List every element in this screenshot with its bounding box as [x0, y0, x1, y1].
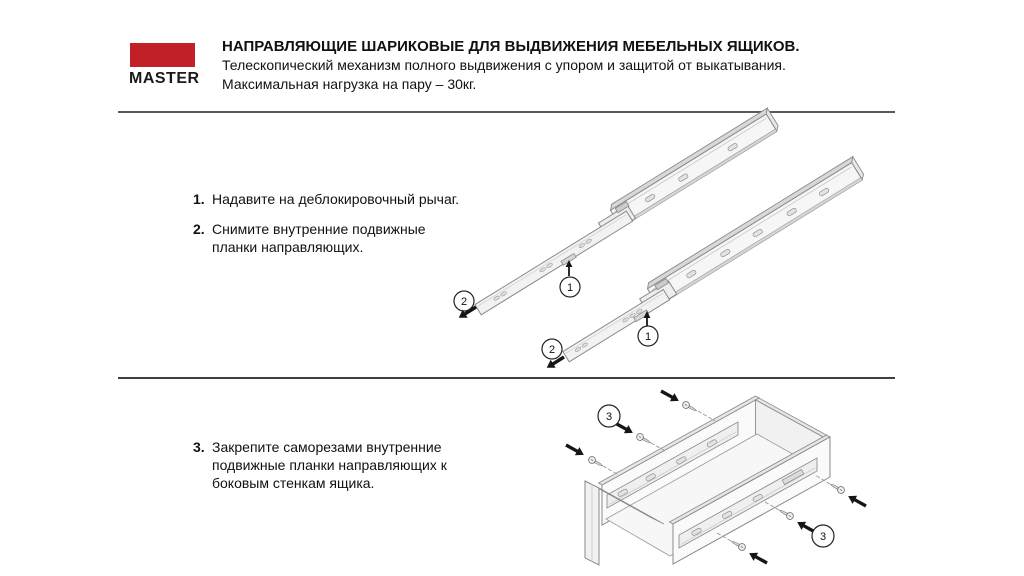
header — [222, 37, 842, 94]
callout-2-slide-a — [454, 291, 478, 322]
screw-icon — [829, 481, 846, 494]
slide-a-highlight — [615, 118, 766, 212]
callout-label: 2 — [548, 344, 556, 356]
screw-icon — [681, 400, 698, 413]
screw-icon — [778, 507, 795, 520]
screw-icon — [635, 432, 652, 445]
callout-3-right — [812, 525, 834, 547]
slide-b — [556, 157, 867, 363]
callout-label: 1 — [644, 331, 652, 343]
screw-icon — [730, 538, 747, 551]
slide-a-top-flange — [608, 108, 769, 210]
fasten-arrow-icon — [846, 492, 868, 510]
slide-a-outer-member — [611, 114, 777, 227]
callout-2-slide-b — [542, 339, 566, 372]
slide-a-inner-member — [475, 211, 633, 315]
slide-a-bottom-flange — [620, 129, 777, 228]
step-1-number: 1. — [193, 191, 205, 207]
slide-b-inner-member — [563, 290, 670, 362]
fasten-arrow-icon — [659, 387, 681, 405]
divider-bottom — [118, 377, 895, 379]
step-3-text: Закрепите саморезами внутренние подвижные планки направляющих к боковым стенкам ящика. — [212, 439, 447, 491]
fasten-arrow-icon — [565, 441, 586, 459]
brand-name: MASTER — [129, 70, 200, 87]
subtitle-line-1: Телескопический механизм полного выдвижения с упором и защитой от выкатывания. — [222, 57, 786, 73]
callout-label: 3 — [819, 531, 827, 543]
callout-3-left — [598, 405, 620, 427]
step-3-number: 3. — [193, 439, 205, 455]
callout-1-slide-a — [560, 260, 580, 297]
step-2-number: 2. — [193, 221, 205, 237]
callout-label: 2 — [460, 296, 468, 308]
callout-label: 3 — [605, 411, 613, 423]
fasten-arrow-icon — [747, 549, 769, 567]
screw-icon — [587, 455, 604, 468]
step-2 — [193, 220, 468, 256]
page-title: НАПРАВЛЯЮЩИЕ ШАРИКОВЫЕ ДЛЯ ВЫДВИЖЕНИЯ МЕБЕЛЬНЫХ ЯЩИКОВ. — [222, 38, 800, 55]
slides-diagram — [445, 100, 905, 375]
step-1-text: Надавите на деблокировочный рычаг. — [212, 191, 460, 207]
drawer-diagram — [565, 385, 910, 575]
slide-a — [468, 108, 781, 316]
slide-a-inner-highlight — [478, 215, 626, 306]
callout-label: 1 — [566, 282, 574, 294]
slide-b-bottom-flange — [657, 178, 863, 307]
subtitle-line-2: Максимальная нагрузка на пару – 30кг. — [222, 76, 477, 92]
step-2-text: Снимите внутренние подвижные планки направляющих. — [212, 221, 426, 255]
step-3 — [193, 438, 468, 492]
brand-logo-bar — [130, 43, 195, 67]
step-1 — [193, 190, 468, 208]
